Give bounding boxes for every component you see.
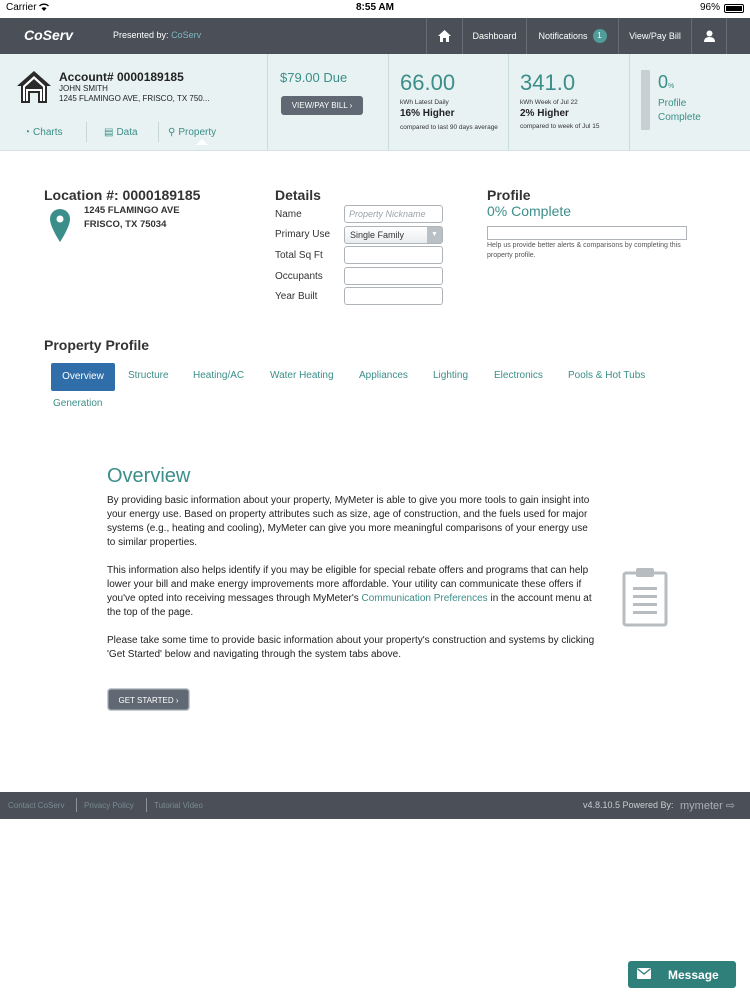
battery-percent: 96%	[699, 2, 720, 13]
tab-water-heating[interactable]: Water Heating	[270, 370, 334, 381]
communication-preferences-link[interactable]: Communication Preferences	[361, 593, 488, 604]
home-icon	[438, 30, 451, 42]
presented-by	[113, 30, 201, 40]
dashboard-button[interactable]	[462, 18, 526, 54]
subtab-property[interactable]	[168, 127, 216, 138]
map-pin-icon	[50, 209, 70, 242]
subtab-property-label: Property	[178, 127, 217, 138]
account-address: 1245 FLAMINGO AVE, FRISCO, TX 750...	[59, 94, 210, 103]
subtab-divider	[86, 122, 87, 142]
overview-paragraph-1: By providing basic information about your property, MyMeter is able to give you more tools to gain insight into your energy use. Based on property attributes such as size, age of construction, and the fuels used for major systems (e.g., heating and cooling), MyMeter can give you more meaningful comparisons of your energy use to similar properties.	[107, 495, 590, 548]
field-label-occupants: Occupants	[275, 271, 323, 282]
summary-divider	[629, 54, 630, 151]
profile-complete-link[interactable]	[658, 97, 701, 125]
carrier-label: Carrier	[6, 2, 37, 13]
user-menu-button[interactable]	[691, 18, 727, 54]
profile-label-line-2: Complete	[658, 112, 701, 123]
property-nickname-input[interactable]	[344, 205, 443, 223]
view-pay-bill-label: View/Pay Bill	[629, 31, 681, 41]
weekly-kwh-label: kWh Week of Jul 22	[520, 99, 578, 106]
profile-help-text: Help us provide better alerts & comparisons by completing this property profile.	[487, 242, 681, 259]
location-title: Location #: 0000189185	[44, 187, 201, 203]
view-pay-bill-button[interactable]: VIEW/PAY BILL ›	[281, 96, 363, 115]
notifications-label: Notifications	[538, 31, 588, 41]
weekly-kwh-value: 341.0	[520, 70, 576, 95]
summary-divider	[508, 54, 509, 151]
chevron-down-icon: ▼	[427, 227, 442, 243]
tab-electronics[interactable]: Electronics	[494, 370, 543, 381]
location-address	[84, 204, 180, 232]
profile-percent-value: 0	[658, 72, 669, 92]
daily-kwh-label: kWh Latest Daily	[400, 99, 449, 106]
amount-due: $79.00 Due	[280, 70, 348, 85]
weekly-change: 2% Higher	[520, 108, 569, 119]
presented-by-label: Presented by:	[113, 30, 169, 40]
get-started-label: GET STARTED	[118, 696, 174, 705]
footer	[0, 792, 750, 819]
overview-paragraph-2	[107, 564, 597, 620]
dashboard-label: Dashboard	[472, 31, 517, 41]
occupants-input[interactable]	[344, 267, 443, 285]
pie-chart-icon: ◔	[24, 127, 31, 138]
view-pay-bill-button-label: VIEW/PAY BILL	[291, 101, 348, 110]
daily-kwh-value: 66.00	[400, 70, 456, 95]
account-holder-name: JOHN SMITH	[59, 84, 108, 93]
notification-count-badge: 1	[593, 29, 607, 43]
clock: 8:55 AM	[356, 2, 394, 13]
tutorial-video-link[interactable]: Tutorial Video	[154, 801, 203, 810]
profile-percent	[658, 72, 674, 93]
subtab-charts-label: Charts	[33, 127, 63, 138]
subtab-charts[interactable]	[24, 127, 63, 138]
profile-label-line-1: Profile	[658, 98, 687, 109]
weekly-compare-note: compared to week of Jul 15	[520, 123, 600, 130]
tab-structure[interactable]: Structure	[128, 370, 169, 381]
tab-overview[interactable]: Overview	[51, 363, 115, 391]
active-subtab-pointer	[196, 139, 208, 145]
profile-title: Profile	[487, 187, 531, 203]
primary-use-select[interactable]	[344, 226, 443, 244]
summary-divider	[388, 54, 389, 151]
overview-paragraph-2-text-b: in the account menu at the top of the page.	[107, 593, 592, 618]
mymeter-logo-text: mymeter	[680, 800, 723, 812]
profile-progress-bar	[641, 70, 650, 130]
clipboard-icon	[622, 567, 668, 627]
user-icon	[704, 30, 715, 42]
subtab-divider	[158, 122, 159, 142]
field-label-name: Name	[275, 209, 302, 220]
account-summary	[0, 54, 750, 151]
tab-generation[interactable]: Generation	[53, 398, 103, 409]
footer-divider	[76, 798, 77, 812]
location-pin-icon: ⚲	[168, 127, 176, 138]
status-bar	[0, 0, 750, 18]
property-profile-title: Property Profile	[44, 337, 150, 353]
summary-divider	[267, 54, 268, 151]
envelope-icon	[637, 968, 651, 979]
version-text: v4.8.10.5 Powered By:	[583, 800, 674, 810]
mymeter-logo: mymeter ⇨	[680, 800, 736, 812]
field-label-primary-use: Primary Use	[275, 229, 331, 240]
profile-progress-meter	[487, 226, 687, 240]
year-built-input[interactable]	[344, 287, 443, 305]
contact-coserv-link[interactable]: Contact CoServ	[8, 801, 65, 810]
total-sq-ft-input[interactable]	[344, 246, 443, 264]
view-pay-bill-nav-button[interactable]	[618, 18, 691, 54]
top-nav	[0, 18, 750, 54]
overview-heading: Overview	[107, 465, 191, 487]
field-label-total-sq-ft: Total Sq Ft	[275, 250, 323, 261]
tab-lighting[interactable]: Lighting	[433, 370, 469, 381]
location-street: 1245 FLAMINGO AVE	[84, 205, 180, 216]
daily-compare-note: compared to last 90 days average	[400, 124, 498, 131]
tab-appliances[interactable]: Appliances	[359, 370, 408, 381]
coserv-logo[interactable]: CoServ	[24, 27, 74, 43]
overview-paragraph-2-text-a: This information also helps identify if you may be eligible for special rebate offers and programs that can help lower your bill and make energy improvements more affordable. Your utility can communicate these offers if you've opted into receiving messages through MyMeter's	[107, 565, 589, 604]
daily-change: 16% Higher	[400, 108, 455, 119]
primary-use-value: Single Family	[350, 230, 405, 240]
house-icon	[16, 70, 52, 104]
profile-percent-unit: %	[668, 83, 675, 90]
subtab-data[interactable]	[104, 127, 138, 138]
field-label-year-built: Year Built	[275, 291, 318, 302]
get-started-button[interactable]: GET STARTED ›	[108, 689, 189, 710]
notifications-button[interactable]	[526, 18, 618, 54]
details-title: Details	[275, 187, 321, 203]
presented-by-brand[interactable]: CoServ	[171, 30, 202, 40]
table-icon: ▤	[104, 127, 114, 138]
battery-icon	[724, 4, 744, 13]
privacy-policy-link[interactable]: Privacy Policy	[84, 801, 134, 810]
tab-heating-ac[interactable]: Heating/AC	[193, 370, 245, 381]
tab-pools-hot-tubs[interactable]: Pools & Hot Tubs	[568, 370, 646, 381]
message-button[interactable]	[628, 961, 736, 988]
overview-paragraph-3: Please take some time to provide basic information about your property's construction and systems by clicking 'Get Started' below and navigating through the system tabs above.	[107, 635, 595, 660]
footer-divider	[146, 798, 147, 812]
account-number: Account# 0000189185	[59, 70, 184, 84]
location-city: FRISCO, TX 75034	[84, 219, 167, 230]
subtab-data-label: Data	[116, 127, 138, 138]
message-label: Message	[668, 968, 719, 982]
home-button[interactable]	[426, 18, 462, 54]
profile-complete-percent: 0% Complete	[487, 203, 572, 219]
